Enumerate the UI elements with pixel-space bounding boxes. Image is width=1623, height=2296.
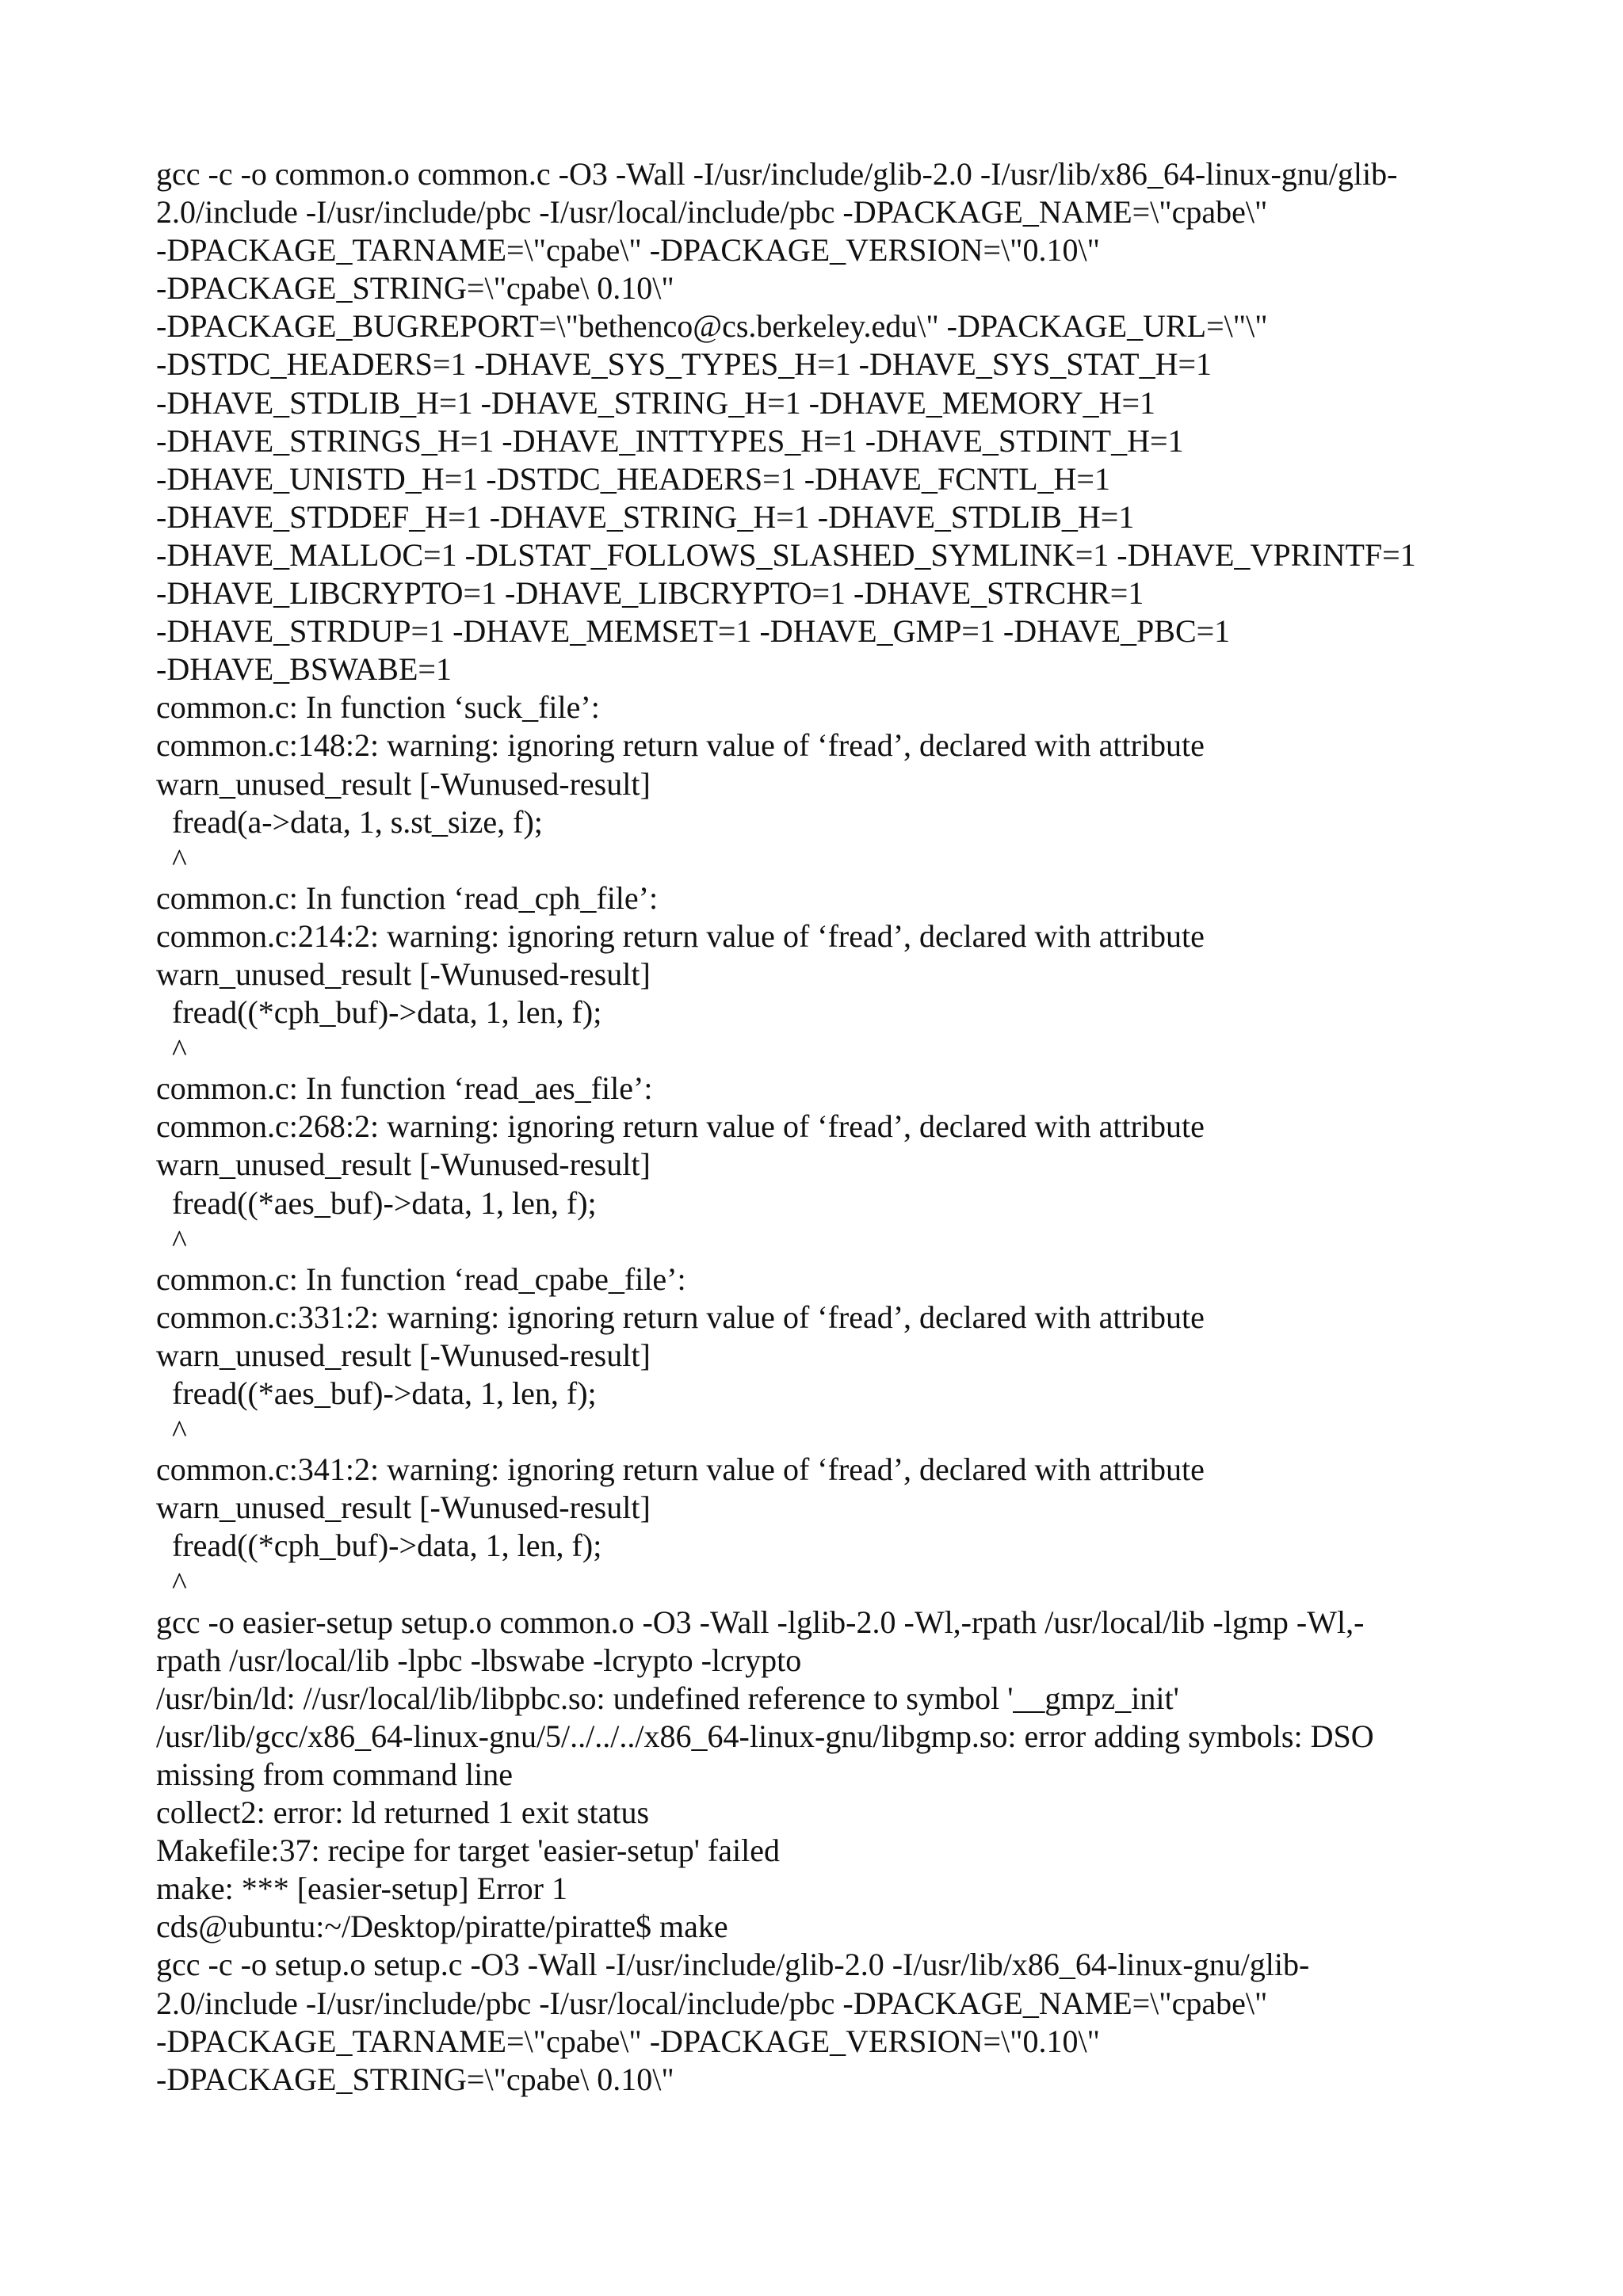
log-line: fread((*cph_buf)->data, 1, len, f); xyxy=(156,1527,602,1564)
log-line: fread((*cph_buf)->data, 1, len, f); xyxy=(156,994,602,1031)
log-line: 2.0/include -I/usr/include/pbc -I/usr/local/include/pbc -DPACKAGE_NAME=\"cpabe\" xyxy=(156,194,1268,231)
log-line: /usr/bin/ld: //usr/local/lib/libpbc.so: undefined reference to symbol '__gmpz_init' xyxy=(156,1680,1179,1716)
log-line: warn_unused_result [-Wunused-result] xyxy=(156,1146,651,1183)
log-line: warn_unused_result [-Wunused-result] xyxy=(156,765,651,802)
log-line: common.c:331:2: warning: ignoring return value of ‘fread’, declared with attribute xyxy=(156,1299,1205,1335)
log-line: -DHAVE_UNISTD_H=1 -DSTDC_HEADERS=1 -DHAVE_FCNTL_H=1 xyxy=(156,460,1110,497)
log-line: -DHAVE_BSWABE=1 xyxy=(156,651,452,688)
log-line: collect2: error: ld returned 1 exit status xyxy=(156,1794,650,1831)
log-line: make: *** [easier-setup] Error 1 xyxy=(156,1871,567,1907)
log-line: -DHAVE_LIBCRYPTO=1 -DHAVE_LIBCRYPTO=1 -DHAVE_STRCHR=1 xyxy=(156,575,1144,612)
log-line: ^ xyxy=(156,1222,187,1259)
log-line: common.c: In function ‘read_cph_file’: xyxy=(156,879,659,916)
log-line: -DSTDC_HEADERS=1 -DHAVE_SYS_TYPES_H=1 -DHAVE_SYS_STAT_H=1 xyxy=(156,346,1212,383)
log-line: gcc -c -o common.o common.c -O3 -Wall -I/usr/include/glib-2.0 -I/usr/lib/x86_64-linux-gnu/glib- xyxy=(156,156,1398,192)
log-line: fread((*aes_buf)->data, 1, len, f); xyxy=(156,1375,597,1411)
log-line: -DPACKAGE_TARNAME=\"cpabe\" -DPACKAGE_VERSION=\"0.10\" xyxy=(156,232,1100,269)
log-line: gcc -c -o setup.o setup.c -O3 -Wall -I/usr/include/glib-2.0 -I/usr/lib/x86_64-linux-gnu/glib- xyxy=(156,1947,1310,1983)
log-line: ^ xyxy=(156,841,187,878)
log-line: -DHAVE_MALLOC=1 -DLSTAT_FOLLOWS_SLASHED_SYMLINK=1 -DHAVE_VPRINTF=1 xyxy=(156,536,1416,573)
log-line: common.c: In function ‘read_cpabe_file’: xyxy=(156,1261,686,1297)
log-line: -DHAVE_STRDUP=1 -DHAVE_MEMSET=1 -DHAVE_GMP=1 -DHAVE_PBC=1 xyxy=(156,613,1231,650)
log-line: /usr/lib/gcc/x86_64-linux-gnu/5/../../../x86_64-linux-gnu/libgmp.so: error adding symbols: DSO xyxy=(156,1718,1374,1754)
log-line: rpath /usr/local/lib -lpbc -lbswabe -lcrypto -lcrypto xyxy=(156,1642,802,1678)
log-line: gcc -o easier-setup setup.o common.o -O3 -Wall -lglib-2.0 -Wl,-rpath /usr/local/lib -lgmp -Wl,- xyxy=(156,1604,1365,1640)
log-line: common.c:268:2: warning: ignoring return value of ‘fread’, declared with attribute xyxy=(156,1108,1205,1145)
log-line: -DHAVE_STDDEF_H=1 -DHAVE_STRING_H=1 -DHAVE_STDLIB_H=1 xyxy=(156,498,1135,535)
log-line: -DPACKAGE_BUGREPORT=\"bethenco@cs.berkeley.edu\" -DPACKAGE_URL=\"\" xyxy=(156,308,1268,345)
log-line: warn_unused_result [-Wunused-result] xyxy=(156,955,651,992)
log-line: fread(a->data, 1, s.st_size, f); xyxy=(156,803,543,840)
log-line: common.c: In function ‘read_aes_file’: xyxy=(156,1070,653,1107)
log-line: common.c: In function ‘suck_file’: xyxy=(156,689,600,726)
log-line: ^ xyxy=(156,1413,187,1450)
log-line: -DPACKAGE_STRING=\"cpabe\ 0.10\" xyxy=(156,2061,674,2097)
log-line: common.c:148:2: warning: ignoring return value of ‘fread’, declared with attribute xyxy=(156,727,1205,764)
log-line: 2.0/include -I/usr/include/pbc -I/usr/local/include/pbc -DPACKAGE_NAME=\"cpabe\" xyxy=(156,1985,1268,2021)
log-line: -DPACKAGE_TARNAME=\"cpabe\" -DPACKAGE_VERSION=\"0.10\" xyxy=(156,2023,1100,2059)
log-line: missing from command line xyxy=(156,1756,513,1792)
log-line: warn_unused_result [-Wunused-result] xyxy=(156,1489,651,1526)
log-line: warn_unused_result [-Wunused-result] xyxy=(156,1337,651,1373)
log-line: ^ xyxy=(156,1566,187,1602)
log-line: fread((*aes_buf)->data, 1, len, f); xyxy=(156,1184,597,1221)
log-line: Makefile:37: recipe for target 'easier-setup' failed xyxy=(156,1833,780,1869)
log-line: common.c:214:2: warning: ignoring return value of ‘fread’, declared with attribute xyxy=(156,917,1205,954)
log-line: common.c:341:2: warning: ignoring return value of ‘fread’, declared with attribute xyxy=(156,1451,1205,1488)
build-log-text xyxy=(156,155,1503,2099)
log-line: cds@ubuntu:~/Desktop/piratte/piratte$ make xyxy=(156,1909,728,1945)
log-line: -DHAVE_STDLIB_H=1 -DHAVE_STRING_H=1 -DHAVE_MEMORY_H=1 xyxy=(156,384,1156,421)
log-line: -DHAVE_STRINGS_H=1 -DHAVE_INTTYPES_H=1 -DHAVE_STDINT_H=1 xyxy=(156,422,1184,459)
log-line: -DPACKAGE_STRING=\"cpabe\ 0.10\" xyxy=(156,270,674,307)
log-line: ^ xyxy=(156,1032,187,1069)
